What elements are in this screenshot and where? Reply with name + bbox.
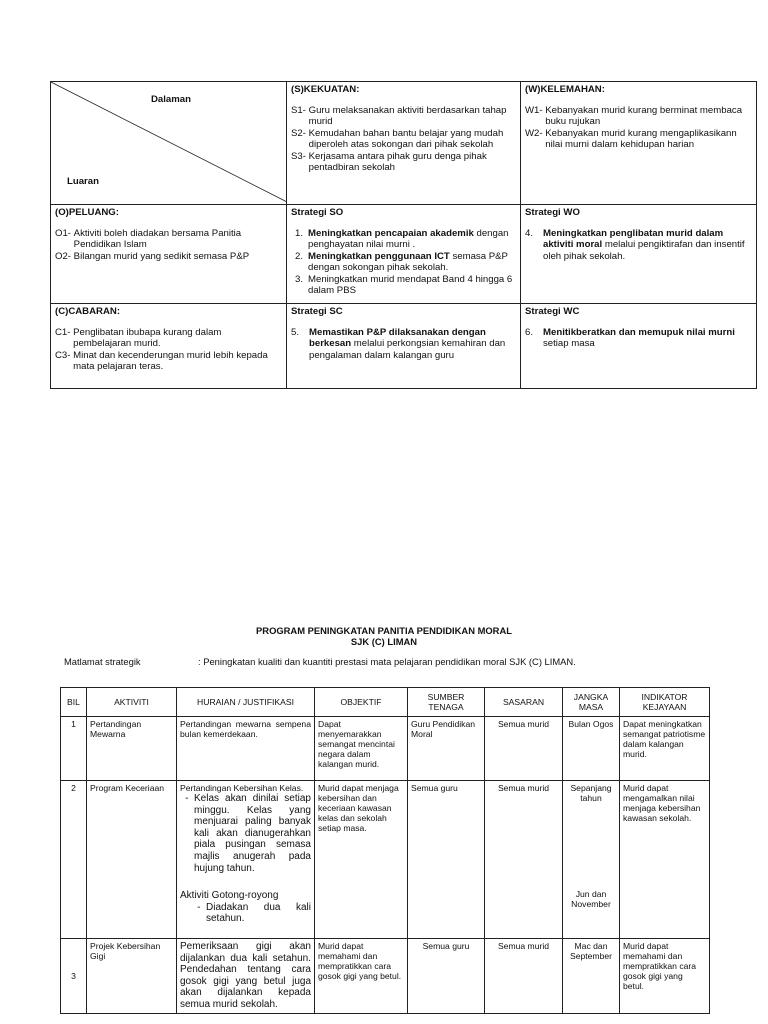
- opportunity-item: O2- Bilangan murid yang sedikit semasa P&P: [55, 250, 250, 262]
- row-sumber: Semua guru: [408, 781, 485, 939]
- huraian-bullet: - Kelas akan dinilai setiap minggu. Kelas yang menjuarai paling banyak kali akan dianugerahkan piala pusingan semasa majlis anugerah pada hujung tahun.: [194, 793, 311, 874]
- strategy-sc-heading: Strategi SC: [291, 306, 343, 317]
- row-objektif: Murid dapat menjaga kebersihan dan keceriaan kawasan kelas dan sekolah setiap masa.: [315, 781, 408, 939]
- huraian-bullet: - Diadakan dua kali setahun.: [206, 902, 311, 925]
- header-jangka: JANGKA MASA: [563, 688, 620, 717]
- program-title: PROGRAM PENINGKATAN PANITIA PENDIDIKAN MORAL: [256, 625, 512, 636]
- strength-item: S1- Guru melaksanakan aktiviti berdasarkan tahap murid: [291, 104, 507, 127]
- weaknesses-heading: (W)KELEMAHAN:: [525, 84, 605, 95]
- goal-label: Matlamat strategik: [64, 656, 141, 667]
- strategy-wc-heading: Strategi WC: [525, 306, 580, 317]
- strength-item: S3- Kerjasama antara pihak guru denga pihak pentadbiran sekolah: [291, 150, 487, 173]
- program-table: [60, 687, 710, 1014]
- row-sasaran: Semua murid: [485, 717, 563, 781]
- row-jangka: Bulan Ogos: [563, 717, 620, 781]
- weakness-item: W2- Kebanyakan murid kurang mengaplikasikann nilai murni dalam kehidupan harian: [525, 127, 737, 150]
- row-aktiviti: Projek Kebersihan Gigi: [87, 939, 177, 1014]
- strategy-wo-heading: Strategi WO: [525, 207, 580, 218]
- program-subtitle: SJK (C) LIMAN: [350, 636, 418, 647]
- row-huraian: Pertandingan mewarna sempena bulan kemerdekaan.: [177, 717, 315, 781]
- row-objektif: Dapat menyemarakkan semangat mencintai negara dalam kalangan murid.: [315, 717, 408, 781]
- goal-text: : Peningkatan kualiti dan kuantiti prestasi mata pelajaran pendidikan moral SJK (C) LIMAN.: [198, 656, 576, 667]
- strategy-wo-cell: [521, 205, 757, 304]
- row-indikator: Dapat meningkatkan semangat patriotisme dalam kalangan murid.: [620, 717, 710, 781]
- header-sasaran: SASARAN: [485, 688, 563, 717]
- row-objektif: Murid dapat memahami dan mempratikkan cara gosok gigi yang betul.: [315, 939, 408, 1014]
- threats-heading: (C)CABARAN:: [55, 306, 121, 317]
- strategy-so-cell: [287, 205, 521, 304]
- row-jangka: Sepanjang tahun Jun dan November: [563, 781, 620, 939]
- table-row: [61, 781, 710, 939]
- table-row: [61, 939, 710, 1014]
- header-aktiviti: AKTIVITI: [87, 688, 177, 717]
- threat-item: C1- Penglibatan ibubapa kurang dalam pembelajaran murid.: [55, 326, 222, 349]
- strategy-item: 5. Memastikan P&P dilaksanakan dengan berkesan melalui perkongsian kemahiran dan pengalaman dalam kalangan guru: [291, 326, 506, 361]
- opportunities-cell: [51, 205, 287, 304]
- swot-corner-cell: [51, 82, 287, 205]
- header-indikator: INDIKATOR KEJAYAAN: [620, 688, 710, 717]
- opportunity-item: O1- Aktiviti boleh diadakan bersama Panitia Pendidikan Islam: [55, 227, 242, 250]
- weaknesses-cell: [521, 82, 757, 205]
- row-indikator: Murid dapat mengamalkan nilai menjaga kebersihan kawasan sekolah.: [620, 781, 710, 939]
- table-row: [61, 717, 710, 781]
- row-indikator: Murid dapat memahami dan mempratikkan cara gosok gigi yang betul.: [620, 939, 710, 1014]
- strengths-cell: [287, 82, 521, 205]
- strategy-item: 3. Meningkatkan murid mendapat Band 4 hingga 6 dalam PBS: [295, 273, 513, 296]
- row-jangka: Mac dan September: [563, 939, 620, 1014]
- row-bil: 3: [61, 939, 87, 1014]
- row-aktiviti: Pertandingan Mewarna: [87, 717, 177, 781]
- row-bil: 2: [61, 781, 87, 939]
- row-huraian: Pemeriksaan gigi akan dijalankan dua kali setahun. Pendedahan tentang cara gosok gigi yang betul juga akan dijalankan kepada semua murid sekolah.: [177, 939, 315, 1014]
- header-bil: BIL: [61, 688, 87, 717]
- swot-table: [50, 81, 757, 389]
- row-sasaran: Semua murid: [485, 781, 563, 939]
- row-sasaran: Semua murid: [485, 939, 563, 1014]
- strategy-item: 1. Meningkatkan pencapaian akademik dengan penghayatan nilai murni .: [295, 227, 509, 250]
- strategy-item: 2. Meningkatkan penggunaan ICT semasa P&P dengan sokongan pihak sekolah.: [295, 250, 508, 273]
- header-objektif: OBJEKTIF: [315, 688, 408, 717]
- corner-external-label: Luaran: [67, 176, 99, 187]
- strategy-sc-cell: [287, 304, 521, 389]
- row-aktiviti: Program Keceriaan: [87, 781, 177, 939]
- strategy-item: 4. Meningkatkan penglibatan murid dalam aktiviti moral melalui pengiktirafan dan insentif oleh pihak sekolah.: [525, 227, 745, 262]
- row-sumber: Semua guru: [408, 939, 485, 1014]
- threat-item: C3- Minat dan kecenderungan murid lebih kepada mata pelajaran teras.: [55, 349, 268, 372]
- strategy-so-heading: Strategi SO: [291, 207, 344, 218]
- corner-internal-label: Dalaman: [151, 94, 191, 105]
- threats-cell: [51, 304, 287, 389]
- weakness-item: W1- Kebanyakan murid kurang berminat membaca buku rujukan: [525, 104, 743, 127]
- row-sumber: Guru Pendidikan Moral: [408, 717, 485, 781]
- opportunities-heading: (O)PELUANG:: [55, 207, 119, 218]
- row-huraian: Pertandingan Kebersihan Kelas. - Kelas akan dinilai setiap minggu. Kelas yang menjuarai paling banyak kali akan dianugerahkan piala pusingan semasa majlis anugerah pada hujung tahun. Aktiviti Gotong-royong - Diadakan dua kali setahun.: [177, 781, 315, 939]
- header-sumber: SUMBER TENAGA: [408, 688, 485, 717]
- strategy-item: 6. Menitikberatkan dan memupuk nilai murni setiap masa: [525, 326, 735, 349]
- strengths-heading: (S)KEKUATAN:: [291, 84, 360, 95]
- strength-item: S2- Kemudahan bahan bantu belajar yang mudah diperoleh atas sokongan dari pihak sekolah: [291, 127, 504, 150]
- table-header-row: [61, 688, 710, 717]
- row-bil: 1: [61, 717, 87, 781]
- strategy-wc-cell: [521, 304, 757, 389]
- header-huraian: HURAIAN / JUSTIFIKASI: [177, 688, 315, 717]
